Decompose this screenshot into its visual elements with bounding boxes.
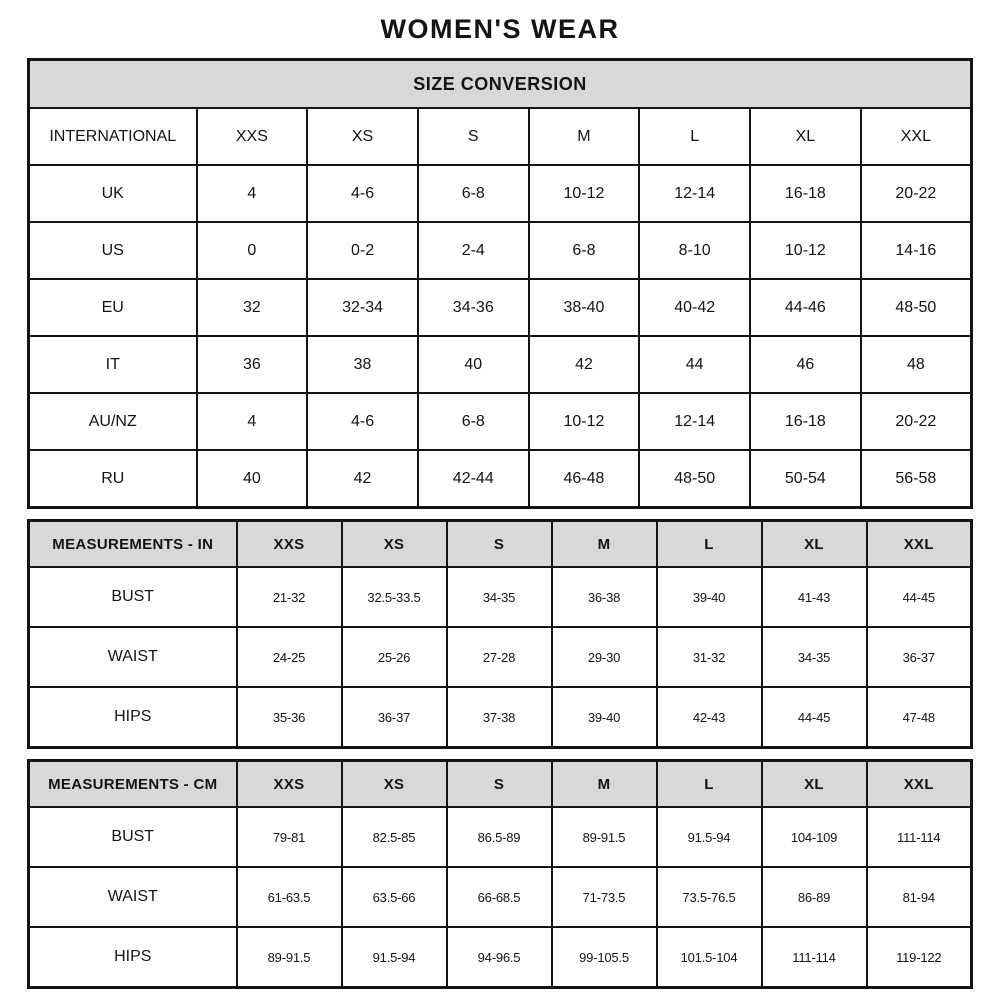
column-header-row bbox=[29, 761, 972, 808]
table-row bbox=[29, 867, 972, 927]
column-header: S bbox=[447, 761, 552, 808]
table-cell: 34-36 bbox=[418, 279, 529, 336]
table-cell: 101.5-104 bbox=[657, 927, 762, 988]
table-cell: 6-8 bbox=[529, 222, 640, 279]
column-header: XS bbox=[307, 108, 418, 165]
row-label: AU/NZ bbox=[29, 393, 197, 450]
table-cell: 12-14 bbox=[639, 165, 750, 222]
column-header-row bbox=[29, 108, 972, 165]
table-cell: 10-12 bbox=[529, 165, 640, 222]
table-cell: 71-73.5 bbox=[552, 867, 657, 927]
column-header: XL bbox=[762, 761, 867, 808]
table-cell: 14-16 bbox=[861, 222, 972, 279]
column-header: L bbox=[657, 761, 762, 808]
table-title: SIZE CONVERSION bbox=[29, 60, 972, 109]
table-cell: 63.5-66 bbox=[342, 867, 447, 927]
column-header-row bbox=[29, 521, 972, 568]
column-header: XXS bbox=[197, 108, 308, 165]
table-cell: 61-63.5 bbox=[237, 867, 342, 927]
table-cell: 36 bbox=[197, 336, 308, 393]
table-row bbox=[29, 450, 972, 508]
column-header: XS bbox=[342, 521, 447, 568]
table-cell: 66-68.5 bbox=[447, 867, 552, 927]
table-cell: 4 bbox=[197, 165, 308, 222]
table-cell: 21-32 bbox=[237, 567, 342, 627]
table-cell: 86-89 bbox=[762, 867, 867, 927]
table-cell: 35-36 bbox=[237, 687, 342, 748]
column-header: L bbox=[657, 521, 762, 568]
column-header: XS bbox=[342, 761, 447, 808]
measurements-cm-table bbox=[27, 759, 973, 989]
column-header: S bbox=[418, 108, 529, 165]
table-cell: 2-4 bbox=[418, 222, 529, 279]
table-cell: 4-6 bbox=[307, 165, 418, 222]
table-cell: 32.5-33.5 bbox=[342, 567, 447, 627]
table-cell: 39-40 bbox=[552, 687, 657, 748]
column-header: L bbox=[639, 108, 750, 165]
table-cell: 44-45 bbox=[762, 687, 867, 748]
table-cell: 119-122 bbox=[867, 927, 972, 988]
table-cell: 44-45 bbox=[867, 567, 972, 627]
column-header: M bbox=[552, 521, 657, 568]
table-cell: 39-40 bbox=[657, 567, 762, 627]
table-row bbox=[29, 222, 972, 279]
table-cell: 10-12 bbox=[750, 222, 861, 279]
table-cell: 41-43 bbox=[762, 567, 867, 627]
row-label: HIPS bbox=[29, 927, 237, 988]
table-row bbox=[29, 807, 972, 867]
row-label: BUST bbox=[29, 807, 237, 867]
column-header: XXS bbox=[237, 761, 342, 808]
table-row bbox=[29, 336, 972, 393]
row-label: BUST bbox=[29, 567, 237, 627]
table-cell: 42-44 bbox=[418, 450, 529, 508]
row-label: UK bbox=[29, 165, 197, 222]
table-cell: 91.5-94 bbox=[657, 807, 762, 867]
column-header: XL bbox=[750, 108, 861, 165]
table-cell: 44-46 bbox=[750, 279, 861, 336]
table-cell: 37-38 bbox=[447, 687, 552, 748]
size-conversion-table bbox=[27, 58, 973, 509]
column-header: XXL bbox=[861, 108, 972, 165]
table-cell: 48 bbox=[861, 336, 972, 393]
row-label: WAIST bbox=[29, 627, 237, 687]
table-cell: 32 bbox=[197, 279, 308, 336]
table-title: MEASUREMENTS - CM bbox=[29, 761, 237, 808]
table-header-row bbox=[29, 60, 972, 109]
row-label: IT bbox=[29, 336, 197, 393]
table-row bbox=[29, 627, 972, 687]
table-cell: 40-42 bbox=[639, 279, 750, 336]
table-cell: 104-109 bbox=[762, 807, 867, 867]
table-cell: 94-96.5 bbox=[447, 927, 552, 988]
table-cell: 34-35 bbox=[762, 627, 867, 687]
table-cell: 38 bbox=[307, 336, 418, 393]
column-header: S bbox=[447, 521, 552, 568]
table-cell: 89-91.5 bbox=[552, 807, 657, 867]
column-header: M bbox=[552, 761, 657, 808]
table-cell: 40 bbox=[197, 450, 308, 508]
table-cell: 46-48 bbox=[529, 450, 640, 508]
table-cell: 79-81 bbox=[237, 807, 342, 867]
table-cell: 0-2 bbox=[307, 222, 418, 279]
table-cell: 44 bbox=[639, 336, 750, 393]
table-cell: 91.5-94 bbox=[342, 927, 447, 988]
table-row bbox=[29, 567, 972, 627]
table-cell: 27-28 bbox=[447, 627, 552, 687]
table-cell: 16-18 bbox=[750, 393, 861, 450]
table-cell: 42 bbox=[307, 450, 418, 508]
table-cell: 20-22 bbox=[861, 393, 972, 450]
table-cell: 38-40 bbox=[529, 279, 640, 336]
table-cell: 4-6 bbox=[307, 393, 418, 450]
measurements-in-table bbox=[27, 519, 973, 749]
row-label: RU bbox=[29, 450, 197, 508]
table-cell: 42-43 bbox=[657, 687, 762, 748]
column-header: INTERNATIONAL bbox=[29, 108, 197, 165]
table-cell: 20-22 bbox=[861, 165, 972, 222]
table-row bbox=[29, 393, 972, 450]
table-cell: 4 bbox=[197, 393, 308, 450]
row-label: WAIST bbox=[29, 867, 237, 927]
table-cell: 8-10 bbox=[639, 222, 750, 279]
table-cell: 36-37 bbox=[342, 687, 447, 748]
table-cell: 111-114 bbox=[762, 927, 867, 988]
table-cell: 34-35 bbox=[447, 567, 552, 627]
table-cell: 40 bbox=[418, 336, 529, 393]
column-header: M bbox=[529, 108, 640, 165]
table-cell: 82.5-85 bbox=[342, 807, 447, 867]
table-cell: 56-58 bbox=[861, 450, 972, 508]
table-row bbox=[29, 279, 972, 336]
table-cell: 47-48 bbox=[867, 687, 972, 748]
table-cell: 81-94 bbox=[867, 867, 972, 927]
table-row bbox=[29, 927, 972, 988]
row-label: EU bbox=[29, 279, 197, 336]
table-cell: 73.5-76.5 bbox=[657, 867, 762, 927]
column-header: XXL bbox=[867, 761, 972, 808]
table-cell: 12-14 bbox=[639, 393, 750, 450]
table-cell: 25-26 bbox=[342, 627, 447, 687]
table-cell: 36-38 bbox=[552, 567, 657, 627]
table-cell: 86.5-89 bbox=[447, 807, 552, 867]
table-cell: 48-50 bbox=[639, 450, 750, 508]
table-row bbox=[29, 687, 972, 748]
column-header: XL bbox=[762, 521, 867, 568]
table-row bbox=[29, 165, 972, 222]
table-cell: 29-30 bbox=[552, 627, 657, 687]
table-cell: 6-8 bbox=[418, 393, 529, 450]
table-cell: 10-12 bbox=[529, 393, 640, 450]
table-cell: 24-25 bbox=[237, 627, 342, 687]
table-cell: 0 bbox=[197, 222, 308, 279]
table-cell: 46 bbox=[750, 336, 861, 393]
table-cell: 6-8 bbox=[418, 165, 529, 222]
table-cell: 50-54 bbox=[750, 450, 861, 508]
table-cell: 48-50 bbox=[861, 279, 972, 336]
row-label: US bbox=[29, 222, 197, 279]
table-cell: 111-114 bbox=[867, 807, 972, 867]
table-cell: 16-18 bbox=[750, 165, 861, 222]
table-cell: 42 bbox=[529, 336, 640, 393]
table-cell: 32-34 bbox=[307, 279, 418, 336]
row-label: HIPS bbox=[29, 687, 237, 748]
page-title: WOMEN'S WEAR bbox=[380, 14, 620, 44]
table-cell: 99-105.5 bbox=[552, 927, 657, 988]
table-title: MEASUREMENTS - IN bbox=[29, 521, 237, 568]
table-cell: 31-32 bbox=[657, 627, 762, 687]
column-header: XXS bbox=[237, 521, 342, 568]
table-cell: 89-91.5 bbox=[237, 927, 342, 988]
table-cell: 36-37 bbox=[867, 627, 972, 687]
column-header: XXL bbox=[867, 521, 972, 568]
